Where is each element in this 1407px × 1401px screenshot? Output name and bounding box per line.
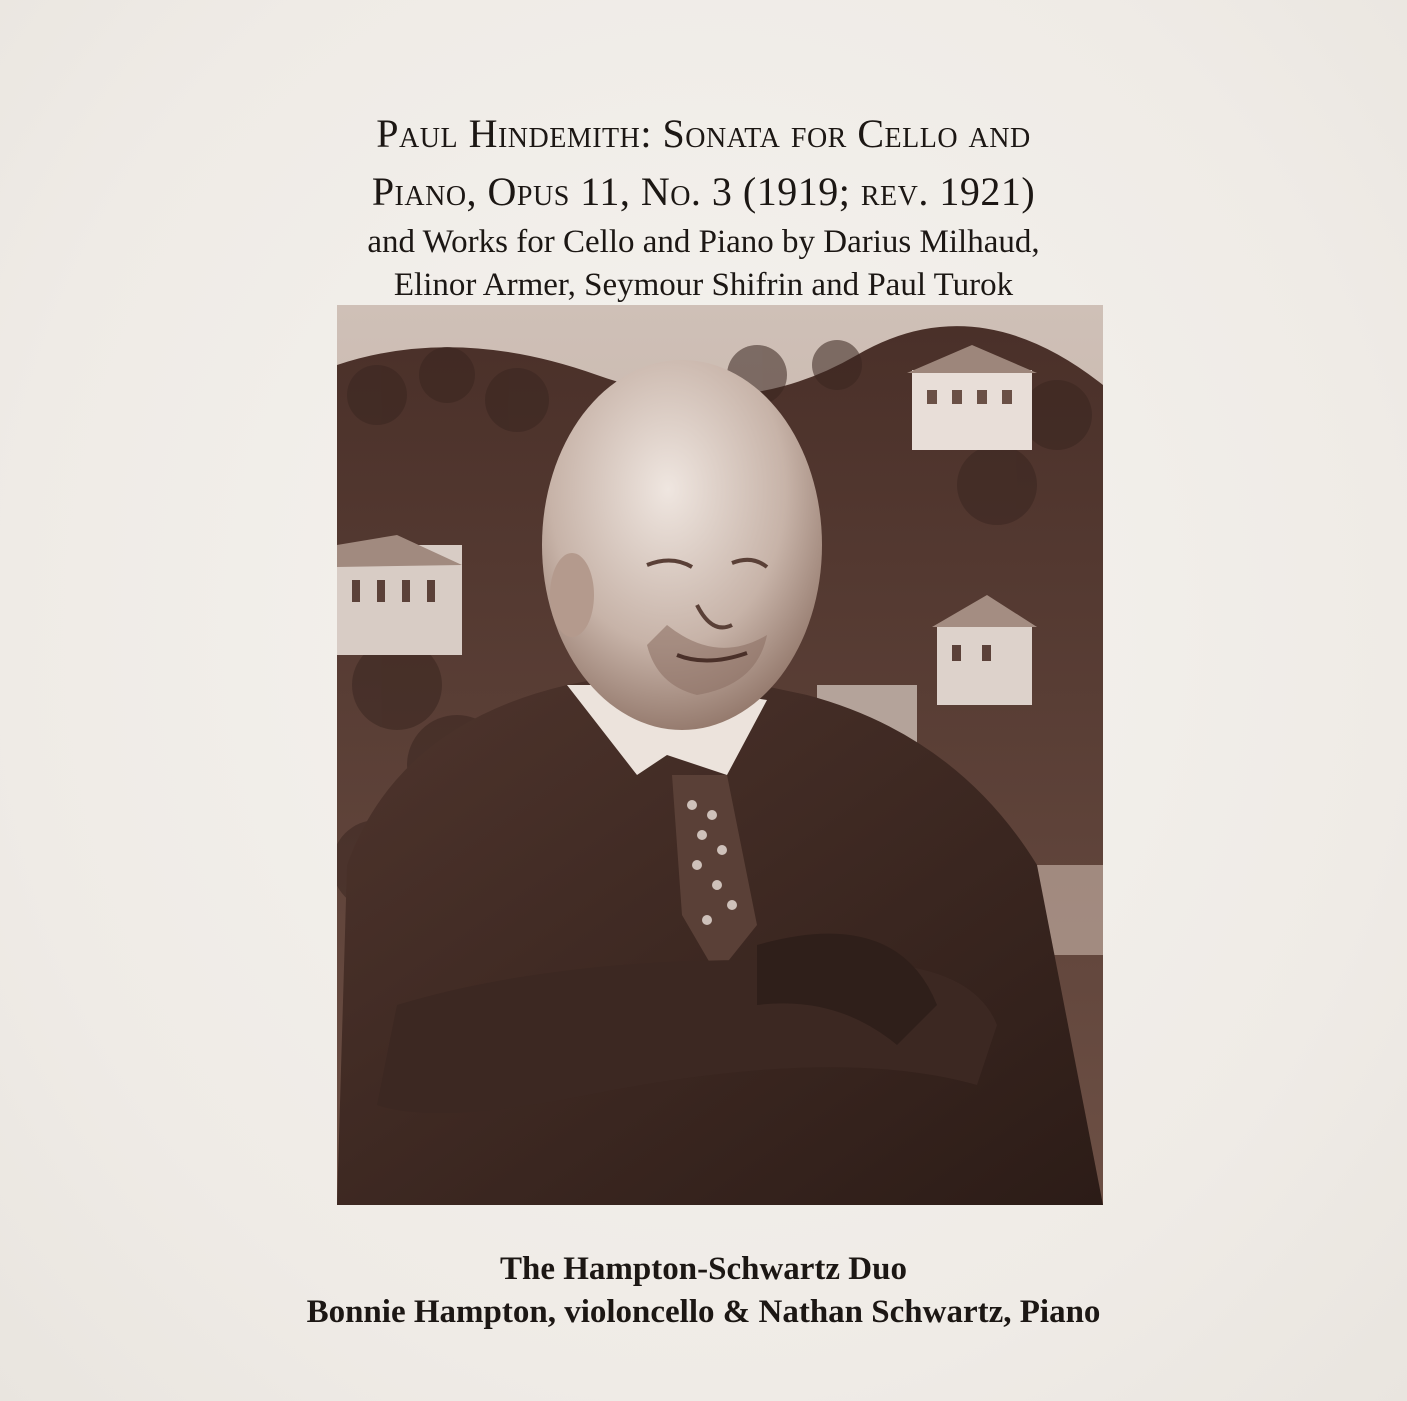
- title-line-2: Piano, Opus 11, No. 3 (1919; rev. 1921): [371, 169, 1036, 214]
- portrait-illustration: [337, 305, 1103, 1205]
- title-block: [0, 105, 1407, 307]
- left-house: [337, 535, 462, 655]
- subtitle-line-2: Elinor Armer, Seymour Shifrin and Paul Turok: [393, 267, 1014, 303]
- title-line-1: Paul Hindemith: Sonata for Cello and: [376, 111, 1031, 156]
- composer-portrait-photo: [337, 305, 1103, 1205]
- performers-line: Bonnie Hampton, violoncello & Nathan Schwartz, Piano: [306, 1294, 1101, 1330]
- ensemble-name: The Hampton-Schwartz Duo: [499, 1251, 907, 1287]
- credits-block: [0, 1248, 1407, 1334]
- subtitle-line-1: and Works for Cello and Piano by Darius Milhaud,: [367, 224, 1040, 260]
